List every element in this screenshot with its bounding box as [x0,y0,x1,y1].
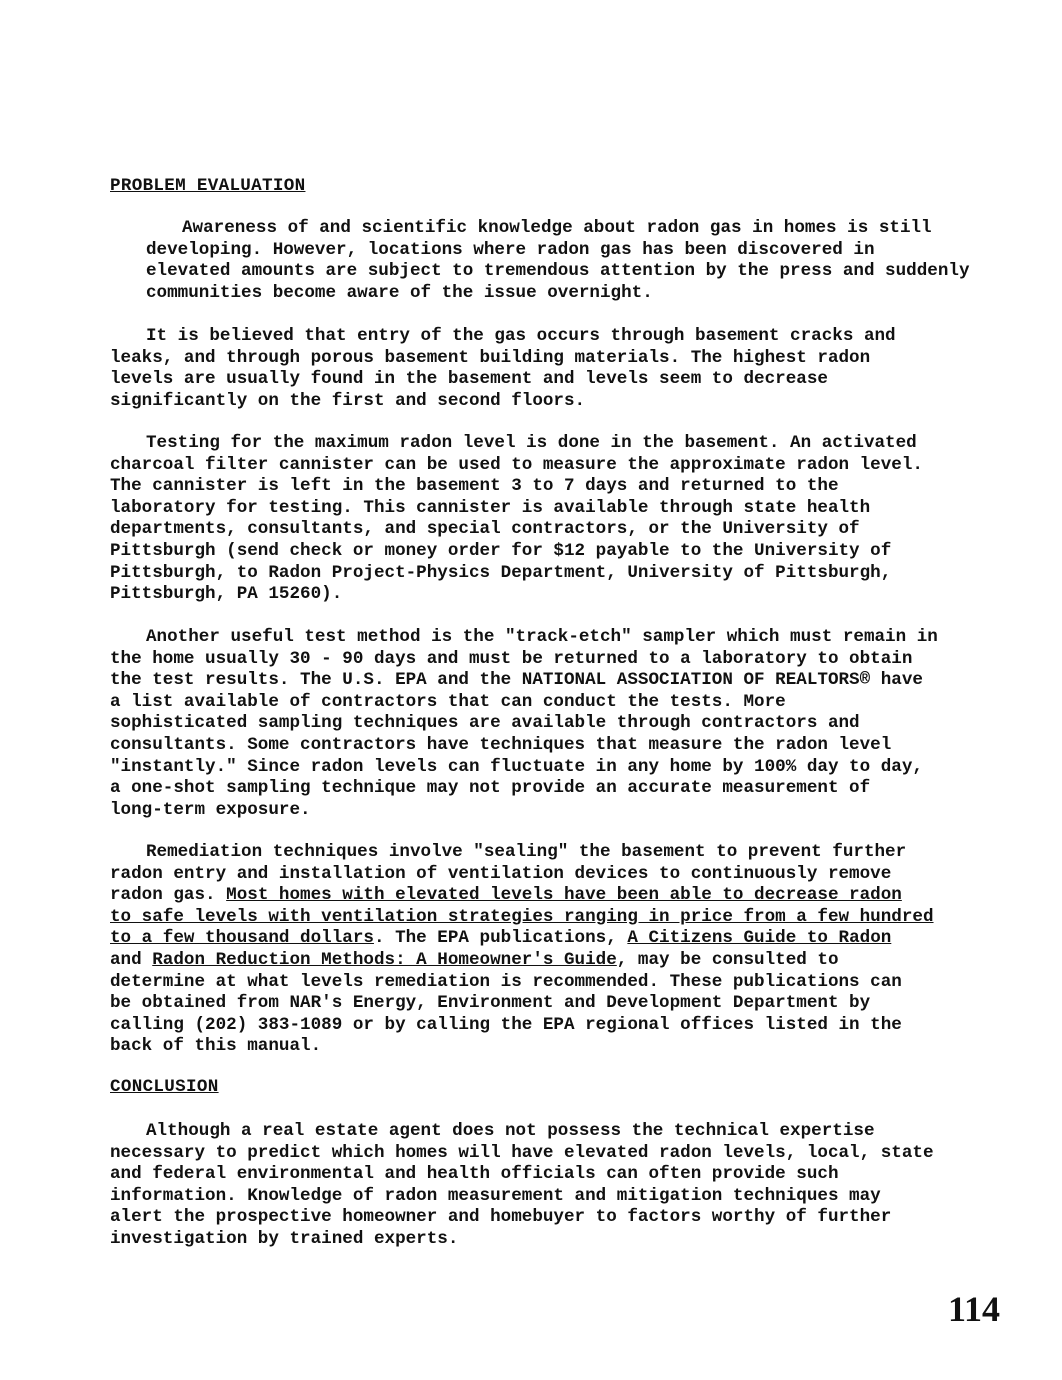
text-line: "instantly." Since radon levels can fluctuate in any home by 100% day to day, [110,756,923,777]
paragraph-conclusion [110,1121,1010,1251]
text-line: Pittsburgh (send check or money order for $12 payable to the University of [110,540,892,561]
text-line: communities become aware of the issue overnight. [146,282,653,303]
text-line: long-term exposure. [110,799,311,820]
underlined-text: Most homes with elevated levels have been able to decrease radon [226,885,902,906]
text-line: information. Knowledge of radon measurement and mitigation techniques may [110,1185,881,1206]
text-segment: radon gas. [110,885,227,906]
text-line: investigation by trained experts. [110,1228,459,1249]
text-line [110,907,1010,929]
paragraph-entry [110,326,1010,412]
text-line: alert the prospective homeowner and homebuyer to factors worthy of further [110,1207,892,1228]
text-line: charcoal filter cannister can be used to measure the approximate radon level. [110,454,923,475]
text-line [110,885,1010,907]
text-line: be obtained from NAR's Energy, Environment and Development Department by [110,993,871,1014]
publication-title-radon-reduction: Radon Reduction Methods: A Homeowner's Guide [152,949,617,970]
text-segment: , may be consulted to [616,949,839,970]
text-line: Pittsburgh, PA 15260). [110,584,343,605]
text-line: Although a real estate agent does not possess the technical expertise [146,1121,875,1141]
text-line: Another useful test method is the "track-etch" sampler which must remain in [146,627,938,647]
problem-evaluation-heading: PROBLEM EVALUATION [110,176,306,196]
text-line: levels are usually found in the basement and levels seem to decrease [110,369,828,390]
text-line: laboratory for testing. This cannister is available through state health [110,497,871,518]
underlined-text: to safe levels with ventilation strategies ranging in price from a few hundred [110,906,934,927]
text-line: and federal environmental and health officials can often provide such [110,1164,839,1185]
conclusion-heading: CONCLUSION [110,1077,219,1097]
text-segment: . The EPA publications, [373,928,628,949]
underlined-text: to a few thousand dollars [110,928,374,949]
text-line: determine at what levels remediation is recommended. These publications can [110,971,902,992]
text-line: Awareness of and scientific knowledge about radon gas in homes is still [182,218,932,238]
publication-title-citizens-guide: A Citizens Guide to Radon [627,928,892,949]
text-line: significantly on the first and second floors. [110,390,586,411]
text-line: calling (202) 383-1089 or by calling the EPA regional offices listed in the [110,1014,902,1035]
text-line: Pittsburgh, to Radon Project-Physics Department, University of Pittsburgh, [110,562,892,583]
text-line: necessary to predict which homes will have elevated radon levels, local, state [110,1142,934,1163]
text-line: elevated amounts are subject to tremendous attention by the press and suddenly [146,261,970,282]
text-line: Remediation techniques involve "sealing" the basement to prevent further [146,842,907,862]
text-line: a one-shot sampling technique may not provide an accurate measurement of [110,778,871,799]
text-line: the home usually 30 - 90 days and must be returned to a laboratory to obtain [110,648,913,669]
paragraph-track-etch [110,627,1010,821]
text-line: departments, consultants, and special contractors, or the University of [110,519,860,540]
text-line [110,928,1010,950]
text-line: a list available of contractors that can conduct the tests. More [110,691,786,712]
paragraph-remediation [110,842,1010,1058]
paragraph-testing [110,433,1010,606]
text-line: The cannister is left in the basement 3 to 7 days and returned to the [110,476,839,497]
text-line: consultants. Some contractors have techniques that measure the radon level [110,734,892,755]
text-line: the test results. The U.S. EPA and the NATIONAL ASSOCIATION OF REALTORS® have [110,670,923,691]
text-line: leaks, and through porous basement building materials. The highest radon [110,347,871,368]
page-number: 114 [948,1289,1001,1329]
text-line: Testing for the maximum radon level is done in the basement. An activated [146,433,917,453]
text-line: It is believed that entry of the gas occurs through basement cracks and [146,326,896,346]
text-line: back of this manual. [110,1036,322,1057]
paragraph-awareness [110,218,1010,304]
text-line: sophisticated sampling techniques are available through contractors and [110,713,860,734]
text-line [110,950,1010,972]
text-line: radon entry and installation of ventilation devices to continuously remove [110,863,892,884]
text-segment: and [110,949,153,970]
text-line: developing. However, locations where radon gas has been discovered in [146,239,875,260]
